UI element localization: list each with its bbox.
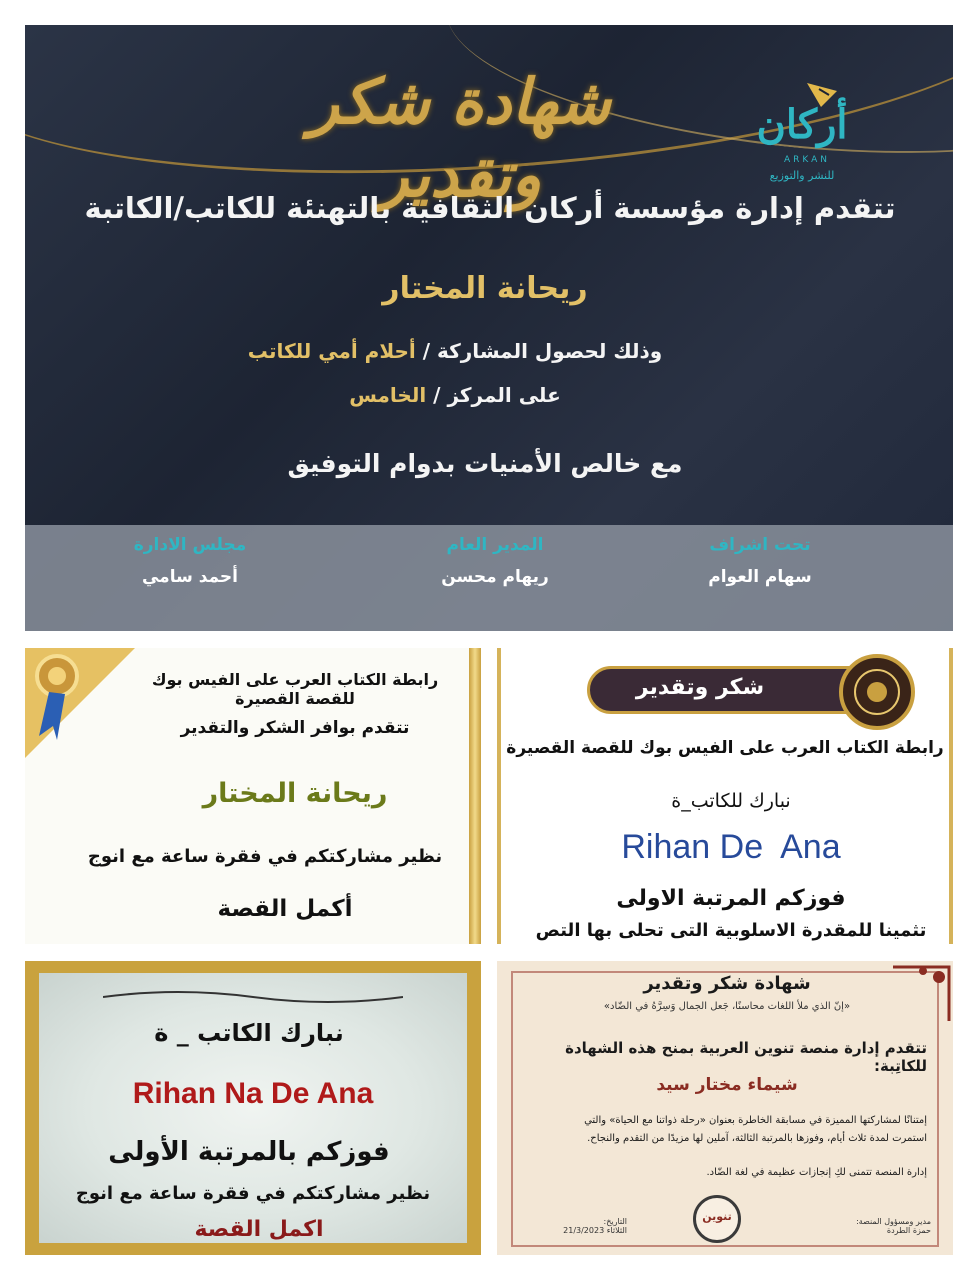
certificate-writers-league-1 bbox=[25, 648, 481, 944]
ornament-medallion-icon bbox=[837, 652, 917, 732]
title-banner bbox=[587, 666, 877, 714]
recipient-name: ريحانة المختار bbox=[202, 778, 388, 809]
league-name: رابطة الكتاب العرب على الفيس بوك للقصة القصيرة bbox=[506, 738, 944, 758]
certificate-header: شهادة شكر وتقدير bbox=[309, 65, 611, 211]
certificate-title: شهادة شكر وتقدير bbox=[643, 973, 811, 994]
floral-corner-icon bbox=[893, 961, 953, 1021]
tribute-line: تثمينا للمقدرة الاسلوبية التى تحلى بها التص bbox=[535, 920, 927, 941]
rank-value: الخامس bbox=[349, 383, 427, 407]
signature-title: التاريخ: bbox=[603, 1217, 627, 1226]
recipient-name: Rihan De Ana bbox=[621, 828, 841, 866]
league-name: رابطة الكتاب العرب على الفيس بوك للقصة القصيرة bbox=[151, 670, 439, 708]
signature-left bbox=[527, 1217, 627, 1235]
signature-title: تحت اشراف bbox=[709, 535, 811, 555]
signature-block-1 bbox=[655, 535, 865, 587]
signature-title: المدير العام bbox=[446, 535, 544, 555]
thanks-line: تتقدم بوافر الشكر والتقدير bbox=[180, 718, 410, 738]
banner-text: شكر وتقدير bbox=[635, 675, 765, 700]
body-line-2: استمرت لمدة ثلاث أيام، وفوزها بالمرتبة الثالثة، آملين لها مزيدًا من التقدم والنجاح. bbox=[587, 1133, 927, 1144]
flourish-ornament-icon bbox=[103, 987, 403, 1007]
signature-block-3 bbox=[85, 535, 295, 587]
recipient-name: شيماء مختار سيد bbox=[656, 1075, 798, 1095]
intro-line: تتقدم إدارة مؤسسة أركان الثقافية بالتهنئة للكاتب/الكاتبة bbox=[84, 191, 896, 225]
reason-prefix: وذلك لحصول المشاركة / bbox=[422, 339, 663, 363]
logo-text: أركان bbox=[756, 101, 848, 148]
signature-right bbox=[811, 1217, 931, 1235]
logo-latin: ARKAN bbox=[783, 155, 831, 165]
tanween-logo bbox=[693, 1195, 741, 1243]
signature-name: ريهام محسن bbox=[441, 567, 549, 587]
rank-line: فوزكم بالمرتبة الأولى bbox=[108, 1137, 390, 1167]
rank-line: فوزكم المرتبة الاولى bbox=[616, 886, 846, 911]
body-line-1: إمتنانًا لمشاركتها المميزة في مسابقة الخاطرة بعنوان «رحلة ذواتنا مع الحياة» والتي bbox=[584, 1115, 927, 1126]
story-line: أكمل القصة bbox=[217, 896, 353, 922]
rosette-ribbon-icon bbox=[25, 648, 135, 768]
wishes-line: مع خالص الأمنيات بدوام التوفيق bbox=[287, 449, 683, 478]
story-line: اكمل القصة bbox=[194, 1217, 324, 1242]
signature-name: سهام العوام bbox=[708, 567, 812, 587]
recipient-name: ريحانة المختار bbox=[382, 271, 588, 306]
certificate-writers-league-3 bbox=[25, 961, 481, 1255]
certificate-arkan bbox=[25, 25, 953, 631]
certificate-body bbox=[39, 973, 467, 1243]
congrats-line: نبارك للكاتب_ة bbox=[671, 790, 791, 812]
signature-value: الثلاثاء 21/3/2023 bbox=[563, 1226, 627, 1235]
certificate-tanween bbox=[497, 961, 953, 1255]
intro-line: تتقدم إدارة منصة تنوين العربية بمنح هذه الشهادة للكاتِبة: bbox=[565, 1039, 927, 1075]
closing-line: إدارة المنصة تتمنى لكِ إنجازات عظيمة في لغة الضّاد. bbox=[706, 1167, 927, 1178]
rank-line bbox=[285, 383, 625, 407]
signature-title: مدير ومسؤول المنصة: bbox=[856, 1217, 931, 1226]
quote-line: «إنّ الذي ملأ اللغات محاسنًا، جَعل الجمال وَسِرَّهُ في الضّاد» bbox=[603, 1001, 851, 1012]
participation-line: نظير مشاركتكم في فقرة ساعة مع انوج bbox=[75, 1183, 431, 1204]
signature-block-2 bbox=[390, 535, 600, 587]
signature-name: أحمد سامي bbox=[141, 567, 239, 587]
certificate-writers-league-2 bbox=[497, 648, 953, 944]
rank-prefix: على المركز / bbox=[433, 383, 561, 407]
arkan-logo bbox=[737, 73, 897, 183]
signature-title: مجلس الادارة bbox=[133, 535, 247, 555]
congrats-line: نبارك الكاتب _ ة bbox=[154, 1019, 344, 1047]
signature-value: حمزة الطردة bbox=[886, 1226, 931, 1235]
logo-text: تنوين bbox=[702, 1210, 732, 1223]
recipient-name: Rihan Na De Ana bbox=[132, 1077, 374, 1110]
gold-border bbox=[469, 648, 481, 944]
reason-value: أحلام أمي للكاتب bbox=[247, 339, 416, 363]
logo-subtitle: للنشر والتوزيع bbox=[769, 169, 835, 182]
reason-line bbox=[205, 339, 705, 363]
participation-line: نظير مشاركتكم في فقرة ساعة مع انوج bbox=[87, 846, 443, 867]
